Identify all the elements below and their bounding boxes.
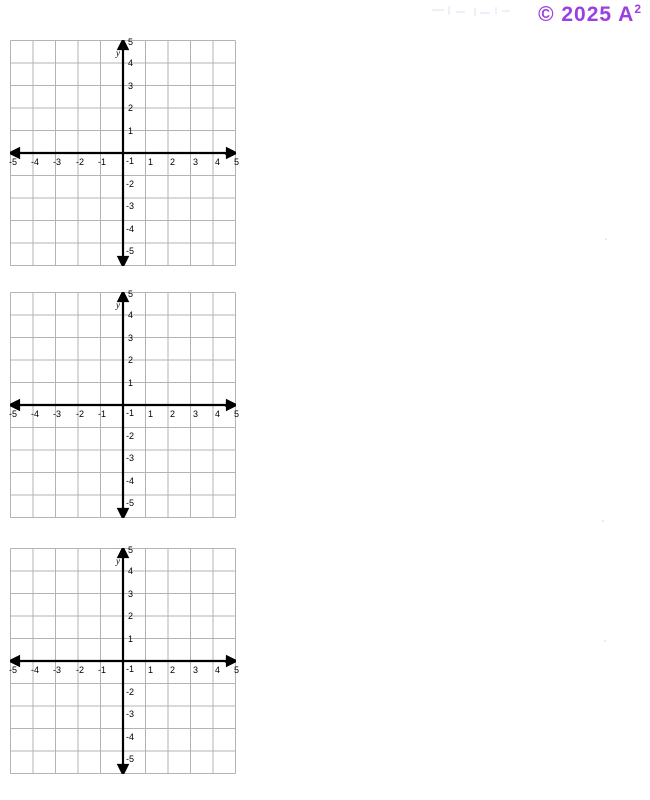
x-tick-label: 1 xyxy=(148,665,154,675)
x-tick-label: -2 xyxy=(76,665,85,675)
y-tick-label: 1 xyxy=(128,126,134,136)
x-tick-label: -2 xyxy=(76,157,85,167)
y-axis-label: y xyxy=(116,300,120,310)
y-tick-label: -3 xyxy=(126,201,135,211)
y-tick-label: -2 xyxy=(126,179,135,189)
copyright-watermark xyxy=(538,2,642,27)
y-tick-label: -5 xyxy=(126,246,135,256)
x-tick-label: 1 xyxy=(148,157,154,167)
x-axis-label: x xyxy=(225,655,229,665)
x-axis-label: x xyxy=(225,147,229,157)
coordinate-graph-2 xyxy=(9,289,240,518)
axes-1 xyxy=(10,37,236,266)
y-tick-label: -1 xyxy=(126,664,135,674)
scan-speck xyxy=(605,238,607,240)
x-tick-label: -5 xyxy=(9,665,18,675)
y-tick-label: -2 xyxy=(126,687,135,697)
y-tick-label: -5 xyxy=(126,754,135,764)
x-tick-label: -3 xyxy=(53,665,62,675)
axes-3 xyxy=(10,545,236,774)
y-tick-label: 1 xyxy=(128,378,134,388)
x-tick-label: -4 xyxy=(31,665,40,675)
x-tick-label: 5 xyxy=(234,665,240,675)
x-tick-label: -1 xyxy=(98,409,107,419)
x-tick-label: 2 xyxy=(170,157,176,167)
x-tick-label: 4 xyxy=(215,665,221,675)
x-tick-label: -3 xyxy=(53,409,62,419)
axes-2 xyxy=(10,289,236,518)
x-tick-label: -3 xyxy=(53,157,62,167)
x-tick-label: 4 xyxy=(215,409,221,419)
y-tick-label: 3 xyxy=(128,81,134,91)
x-tick-label: -1 xyxy=(98,665,107,675)
y-tick-label: 2 xyxy=(128,611,134,621)
y-tick-label: 4 xyxy=(128,310,134,320)
y-tick-label: -4 xyxy=(126,476,135,486)
y-tick-label: -4 xyxy=(126,224,135,234)
y-axis-label: y xyxy=(116,48,120,58)
y-tick-label: -3 xyxy=(126,453,135,463)
y-tick-label: 5 xyxy=(128,37,134,47)
y-tick-label: 4 xyxy=(128,58,134,68)
y-tick-label: -5 xyxy=(126,498,135,508)
x-tick-label: 1 xyxy=(148,409,154,419)
watermark-superscript: 2 xyxy=(634,2,642,16)
x-tick-label: -1 xyxy=(98,157,107,167)
y-tick-label: -4 xyxy=(126,732,135,742)
x-tick-label: -5 xyxy=(9,157,18,167)
x-axis-label: x xyxy=(225,399,229,409)
y-tick-label: -1 xyxy=(126,408,135,418)
x-tick-label: -4 xyxy=(31,409,40,419)
x-tick-label: 2 xyxy=(170,409,176,419)
y-tick-label: 5 xyxy=(128,545,134,555)
x-tick-label: 3 xyxy=(193,665,199,675)
x-tick-label: -5 xyxy=(9,409,18,419)
coordinate-graph-1 xyxy=(9,37,240,266)
x-tick-label: 3 xyxy=(193,157,199,167)
y-tick-label: -2 xyxy=(126,431,135,441)
x-tick-label: 4 xyxy=(215,157,221,167)
y-axis-label: y xyxy=(116,556,120,566)
y-tick-label: 3 xyxy=(128,333,134,343)
coordinate-graph-3 xyxy=(9,545,240,774)
y-tick-label: 2 xyxy=(128,103,134,113)
x-tick-label: 3 xyxy=(193,409,199,419)
y-tick-label: 5 xyxy=(128,289,134,299)
x-tick-label: 2 xyxy=(170,665,176,675)
y-tick-label: 3 xyxy=(128,589,134,599)
x-tick-label: -2 xyxy=(76,409,85,419)
watermark-text: © 2025 A xyxy=(538,3,635,26)
y-tick-label: 2 xyxy=(128,355,134,365)
x-tick-label: 5 xyxy=(234,157,240,167)
x-tick-label: -4 xyxy=(31,157,40,167)
faint-watermark-marks xyxy=(432,6,522,20)
y-tick-label: 1 xyxy=(128,634,134,644)
y-tick-label: -3 xyxy=(126,709,135,719)
x-tick-label: 5 xyxy=(234,409,240,419)
y-tick-label: -1 xyxy=(126,156,135,166)
y-tick-label: 4 xyxy=(128,566,134,576)
scan-speck xyxy=(604,640,606,642)
scan-speck xyxy=(602,520,604,522)
